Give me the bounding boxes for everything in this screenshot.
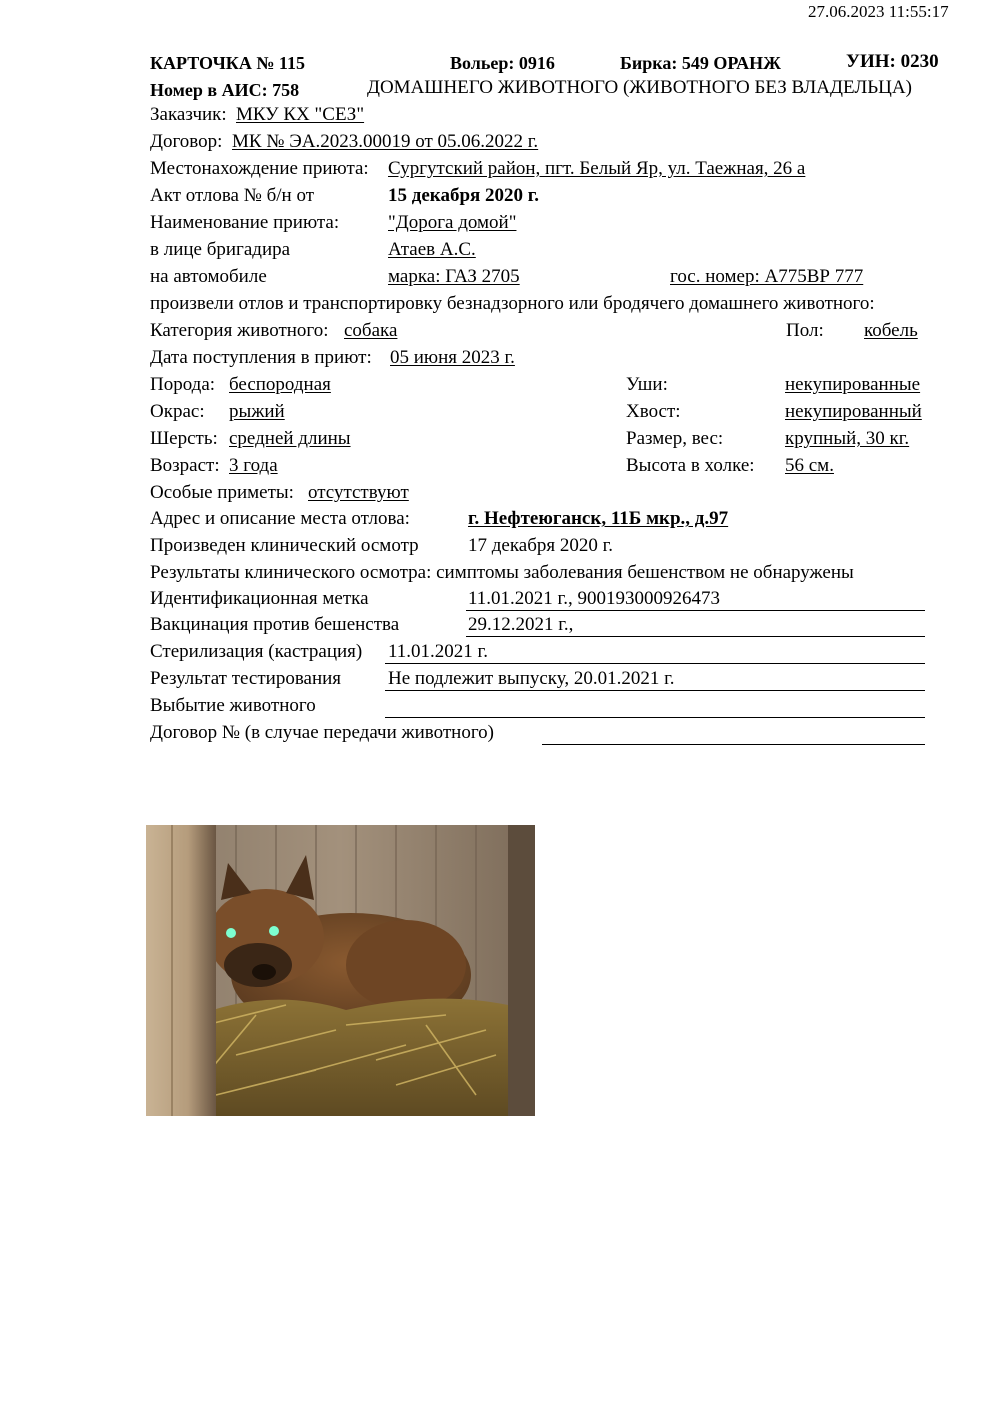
tail-label: Хвост:: [626, 401, 681, 422]
height-value: 56 см.: [785, 455, 834, 476]
test-result-label: Результат тестирования: [150, 668, 342, 689]
ears-value: некупированные: [785, 374, 921, 395]
capture-act-date: 15 декабря 2020 г.: [388, 185, 540, 206]
vehicle-model: марка: ГАЗ 2705: [388, 266, 520, 287]
exam-date: 17 декабря 2020 г.: [468, 535, 614, 556]
category-label: Категория животного:: [150, 320, 329, 341]
vaccination-line: [466, 636, 925, 637]
tail-value: некупированный: [785, 401, 922, 422]
vehicle-plate: гос. номер: А775ВР 777: [670, 266, 864, 287]
statement-text: произвели отлов и транспортировку безнадзорного или бродячего домашнего животного:: [150, 293, 875, 314]
size-value: крупный, 30 кг.: [785, 428, 910, 449]
departure-line: [385, 717, 925, 718]
vaccination-label: Вакцинация против бешенства: [150, 614, 400, 635]
category-value: собака: [344, 320, 398, 341]
id-mark-label: Идентификационная метка: [150, 588, 369, 609]
height-label: Высота в холке:: [626, 455, 755, 476]
transfer-contract-label: Договор № (в случае передачи животного): [150, 722, 494, 743]
sex-label: Пол:: [786, 320, 824, 341]
transfer-contract-line: [542, 744, 925, 745]
enclosure-number: Вольер: 0916: [450, 53, 555, 73]
ais-number: Номер в АИС: 758: [150, 80, 300, 100]
test-result-line: [385, 690, 925, 691]
uin-number: УИН: 0230: [846, 51, 939, 72]
arrival-value: 05 июня 2023 г.: [390, 347, 515, 368]
shelter-name-label: Наименование приюта:: [150, 212, 340, 233]
age-label: Возраст:: [150, 455, 220, 476]
age-value: 3 года: [229, 455, 278, 476]
capture-address-label: Адрес и описание места отлова:: [150, 508, 410, 529]
vehicle-label: на автомобиле: [150, 266, 267, 287]
coat-value: средней длины: [229, 428, 351, 449]
animal-photo: [146, 825, 535, 1116]
exam-label: Произведен клинический осмотр: [150, 535, 419, 556]
print-timestamp: 27.06.2023 11:55:17: [808, 2, 949, 21]
vaccination-value: 29.12.2021 г.,: [468, 614, 574, 635]
departure-label: Выбытие животного: [150, 695, 316, 716]
color-label: Окрас:: [150, 401, 205, 422]
customer-label: Заказчик:: [150, 104, 227, 125]
id-mark-value: 11.01.2021 г., 900193000926473: [468, 588, 720, 609]
sterilization-label: Стерилизация (кастрация): [150, 641, 363, 662]
sterilization-line: [385, 663, 925, 664]
brigadier-label: в лице бригадира: [150, 239, 291, 260]
sterilization-value: 11.01.2021 г.: [388, 641, 488, 662]
test-result-value: Не подлежит выпуску, 20.01.2021 г.: [388, 668, 675, 689]
exam-result: Результаты клинического осмотра: симптомы заболевания бешенством не обнаружены: [150, 562, 854, 583]
shelter-name-value: "Дорога домой": [388, 212, 517, 233]
capture-act-label: Акт отлова № б/н от: [150, 185, 315, 206]
color-value: рыжий: [229, 401, 285, 422]
customer-value: МКУ КХ "СЕЗ": [236, 104, 365, 125]
shelter-location-value: Сургутский район, пгт. Белый Яр, ул. Таежная, 26 а: [388, 158, 806, 179]
id-mark-line: [466, 610, 925, 611]
contract-value: МК № ЭА.2023.00019 от 05.06.2022 г.: [232, 131, 539, 152]
breed-label: Порода:: [150, 374, 216, 395]
breed-value: беспородная: [229, 374, 331, 395]
size-label: Размер, вес:: [626, 428, 724, 449]
tag-number: Бирка: 549 ОРАНЖ: [620, 53, 781, 73]
shelter-location-label: Местонахождение приюта:: [150, 158, 369, 179]
ears-label: Уши:: [626, 374, 668, 395]
coat-label: Шерсть:: [150, 428, 218, 449]
capture-address-value: г. Нефтеюганск, 11Б мкр., д.97: [468, 508, 729, 529]
card-subtitle: ДОМАШНЕГО ЖИВОТНОГО (ЖИВОТНОГО БЕЗ ВЛАДЕЛЬЦА): [367, 77, 912, 98]
sex-value: кобель: [864, 320, 918, 341]
marks-value: отсутствуют: [308, 482, 409, 503]
brigadier-value: Атаев А.С.: [388, 239, 476, 260]
card-number: КАРТОЧКА № 115: [150, 53, 305, 73]
contract-label: Договор:: [150, 131, 223, 152]
marks-label: Особые приметы:: [150, 482, 294, 503]
arrival-label: Дата поступления в приют:: [150, 347, 372, 368]
